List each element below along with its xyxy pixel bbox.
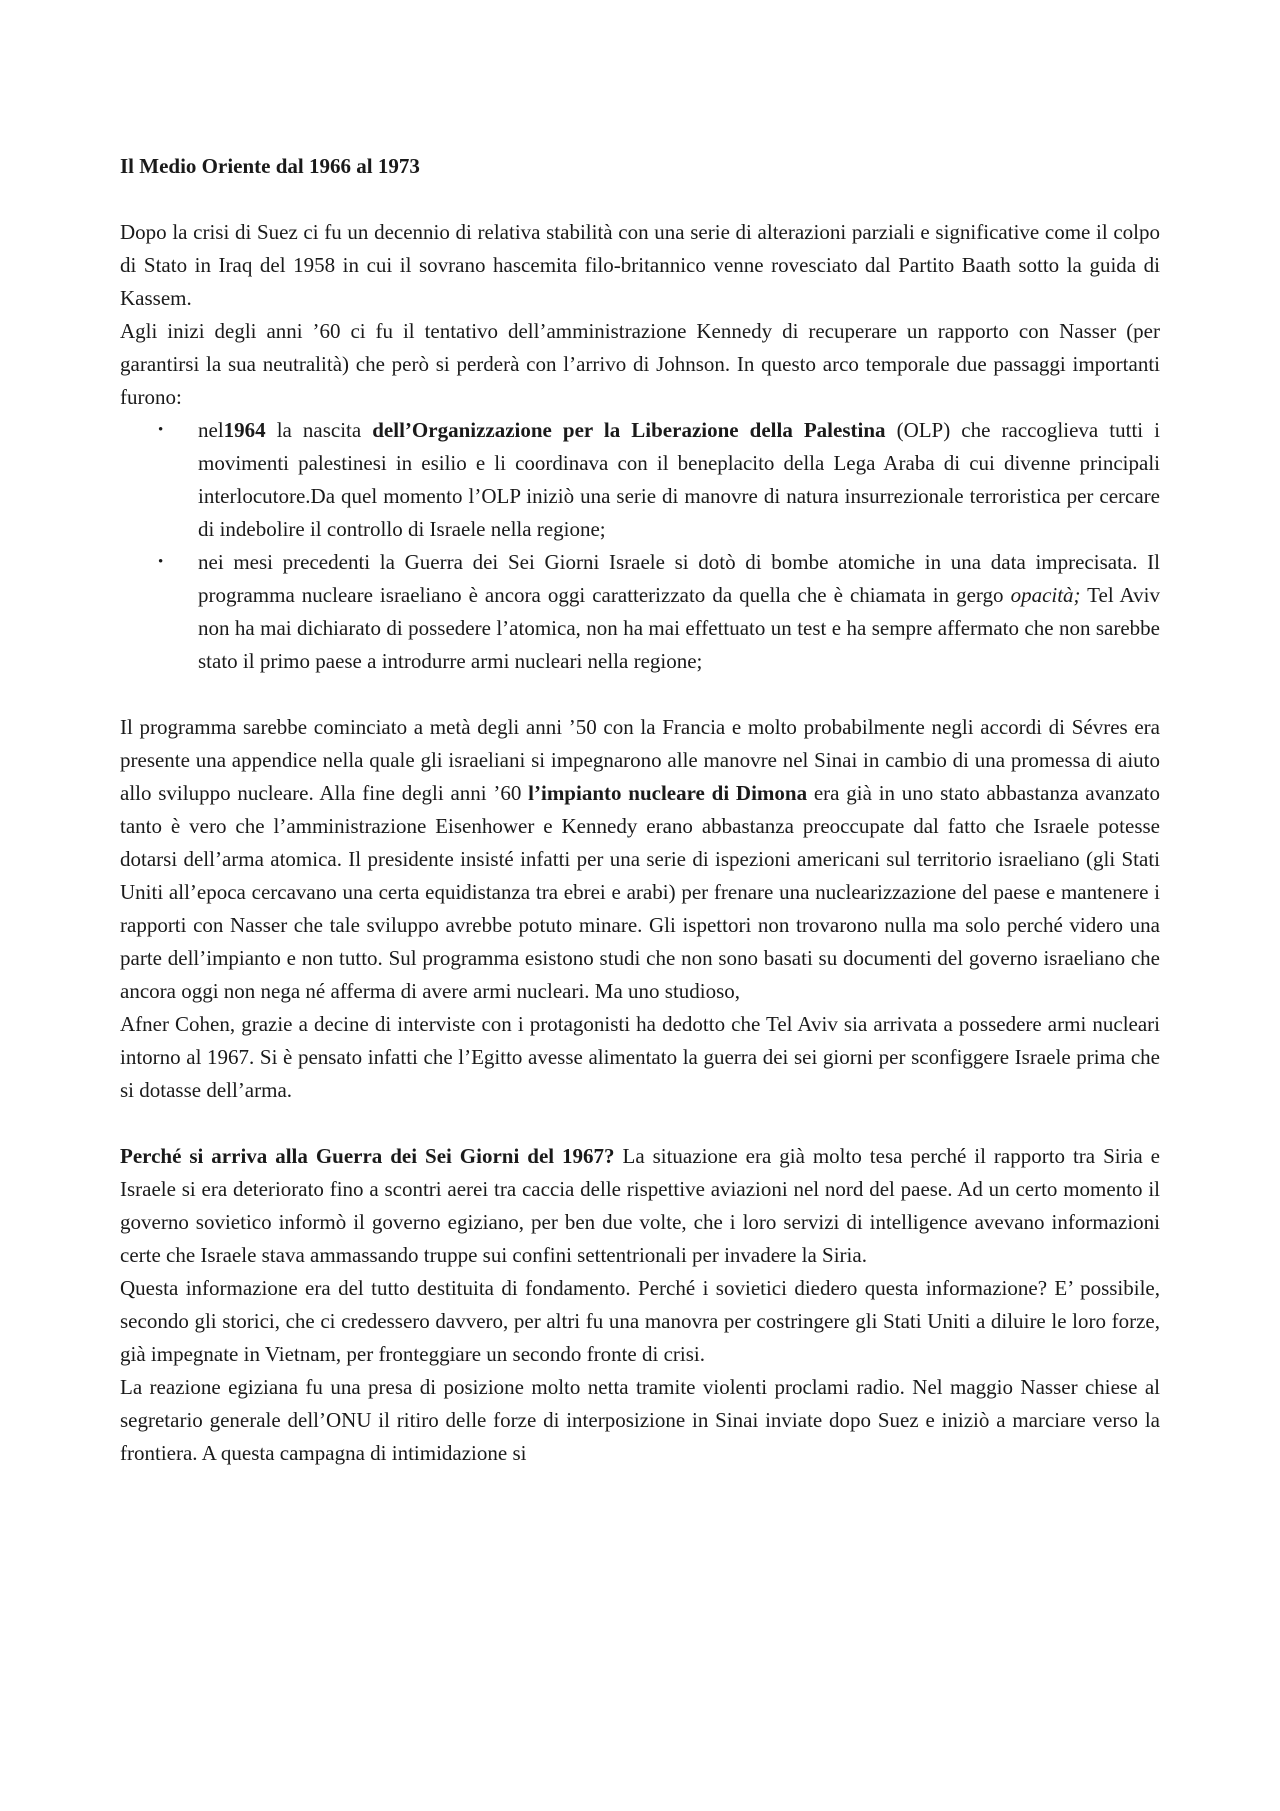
paragraph-3-continuation: Afner Cohen, grazie a decine di interviste con i protagonisti ha dedotto che Tel Aviv sia arrivata a possedere armi nucleari intorno al 1967. Si è pensato infatti che l’Egitto avesse alimentato la guerra dei sei giorni per sconfiggere Israele prima che si dotasse dell’arma. (120, 1012, 1160, 1102)
intro-paragraph-2: Agli inizi degli anni ’60 ci fu il tentativo dell’amministrazione Kennedy di recuperare un rapporto con Nasser (per garantirsi la sua neutralità) che però si perderà con l’arrivo di Johnson. In questo arco temporale due passaggi importanti furono: (120, 319, 1160, 409)
bullet-2-before: nei mesi precedenti la Guerra dei Sei Giorni Israele si dotò di bombe atomiche in una data imprecisata. Il programma nucleare israeliano è ancora oggi caratterizzato da quella che è chiamata in gergo (198, 550, 1160, 607)
bullet-marker: • (158, 554, 164, 570)
bullet-2-after: Tel Aviv non ha mai dichiarato di possedere l’atomica, non ha mai effettuato un test e ha sempre affermato che non sarebbe stato il primo paese a introdurre armi nucleari nella regione; (198, 583, 1160, 673)
paragraph-4-answer: La situazione era già molto tesa perché il rapporto tra Siria e Israele si era deteriorato fino a scontri aerei tra caccia delle rispettive aviazioni nel nord del paese. Ad un certo momento il governo sovietico informò il governo egiziano, per ben due volte, che i loro servizi di intelligence avevano informazioni certe che Israele stava ammassando truppe sui confini settentrionali per invadere la Siria. (120, 1144, 1160, 1267)
paragraph-4-question: Perché si arriva alla Guerra dei Sei Giorni del 1967? (120, 1144, 615, 1168)
paragraph-3-after: era già in uno stato abbastanza avanzato tanto è vero che l’amministrazione Eisenhower e Kennedy erano abbastanza preoccupate dal fatto che Israele potesse dotarsi dell’arma atomica. Il presidente insisté infatti per una serie di ispezioni americani sul territorio israeliano (gli Stati Uniti all’epoca cercavano una certa equidistanza tra ebrei e arabi) per frenare una nuclearizzazione del paese e mantenere i rapporti con Nasser che tale sviluppo avrebbe potuto minare. Gli ispettori non trovarono nulla ma solo perché videro una parte dell’impianto e non tutto. Sul programma esistono studi che non sono basati su documenti del governo israeliano che ancora oggi non nega né afferma di avere armi nucleari. Ma uno studioso, (120, 781, 1161, 1003)
bullet-item-nuclear (120, 546, 1160, 678)
bullet-1-prefix: nel (198, 418, 224, 442)
document-title: Il Medio Oriente dal 1966 al 1973 (120, 154, 420, 178)
bullet-2-term: opacità; (1010, 583, 1081, 607)
bullet-1-organization: dell’Organizzazione per la Liberazione della Palestina (372, 418, 886, 442)
bullet-item-olp (120, 414, 1160, 546)
document-page (120, 150, 1160, 1470)
paragraph-nuclear-program (120, 711, 1160, 1008)
paragraph-egypt-reaction: La reazione egiziana fu una presa di posizione molto netta tramite violenti proclami radio. Nel maggio Nasser chiese al segretario generale dell’ONU il ritiro delle forze di interposizione in Sinai inviate dopo Suez e iniziò a marciare verso la frontiera. A questa campagna di intimidazione si (120, 1375, 1160, 1465)
paragraph-six-day-war (120, 1140, 1160, 1272)
bullet-1-rest: (OLP) che raccoglieva tutti i movimenti palestinesi in esilio e li coordinava con il beneplacito della Lega Araba di cui divenne principali interlocutore.Da quel momento l’OLP iniziò una serie di manovre di natura insurrezionale terroristica per cercare di indebolire il controllo di Israele nella regione; (198, 418, 1160, 541)
paragraph-soviet-info: Questa informazione era del tutto destituita di fondamento. Perché i sovietici diedero questa informazione? E’ possibile, secondo gli storici, che ci credessero davvero, per altri fu una manovra per costringere gli Stati Uniti a diluire le loro forze, già impegnate in Vietnam, per fronteggiare un secondo fronte di crisi. (120, 1276, 1160, 1366)
bullet-list (120, 414, 1160, 678)
paragraph-3-before: Il programma sarebbe cominciato a metà degli anni ’50 con la Francia e molto probabilmente negli accordi di Sévres era presente una appendice nella quale gli israeliani si impegnarono alle manovre nel Sinai in cambio di una promessa di aiuto allo sviluppo nucleare. Alla fine degli anni ’60 (120, 715, 1160, 805)
bullet-marker: • (158, 422, 164, 438)
bullet-1-mid: la nascita (265, 418, 373, 442)
bullet-1-year: 1964 (223, 418, 266, 442)
paragraph-3-dimona: l’impianto nucleare di Dimona (528, 781, 808, 805)
intro-paragraph-1: Dopo la crisi di Suez ci fu un decennio di relativa stabilità con una serie di alterazioni parziali e significative come il colpo di Stato in Iraq del 1958 in cui il sovrano hascemita filo-britannico venne rovesciato dal Partito Baath sotto la guida di Kassem. (120, 220, 1160, 310)
